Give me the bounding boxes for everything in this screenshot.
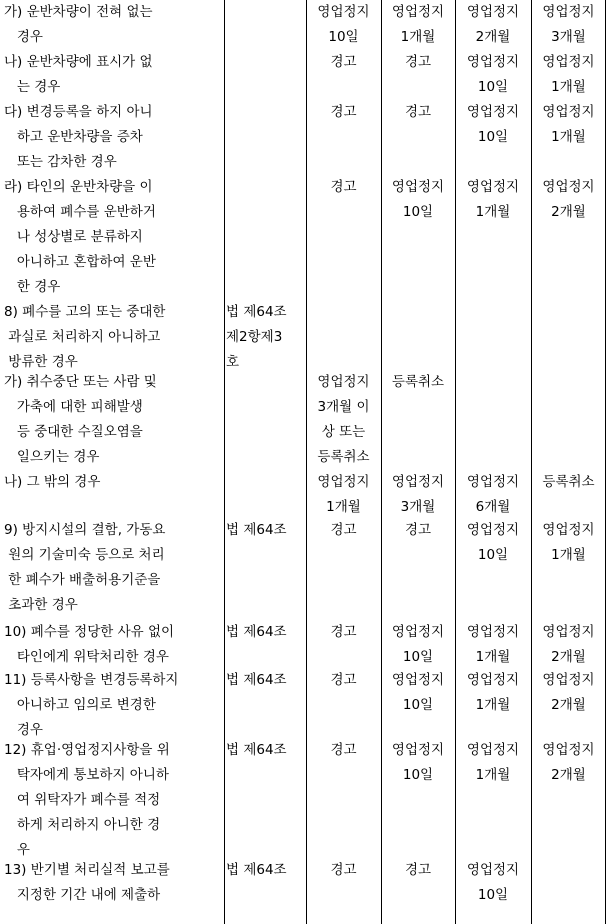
penalty-4: 2개월 [551,697,586,713]
penalty-3: 영업정지 [466,742,520,758]
item-text: 경우 [4,722,43,738]
penalty-3: 영업정지 [466,624,520,640]
penalty-2: 경고 [404,54,432,70]
item-text: 나) 그 밖의 경우 [4,474,101,490]
column-divider [224,0,225,924]
penalty-3: 1개월 [475,767,511,783]
penalty-2: 10일 [402,204,434,220]
penalty-3: 1개월 [475,649,511,665]
penalty-2: 영업정지 [391,672,445,688]
item-text: 아니하고 혼합하여 운반 [4,254,156,270]
penalty-1: 영업정지 [317,4,370,20]
item-text: 11) 등록사항을 변경등록하지 [4,672,179,688]
penalty-2: 경고 [404,104,432,120]
item-text: 경우 [4,29,43,45]
penalty-4: 영업정지 [542,624,595,640]
penalty-4: 영업정지 [542,672,595,688]
item-text: 일으키는 경우 [4,449,100,465]
penalty-4: 등록취소 [542,474,595,490]
penalty-2: 경고 [404,862,432,878]
item-text: 다) 변경등록을 하지 아니 [4,104,153,120]
item-text: 12) 휴업·영업정지사항을 위 [4,742,170,758]
item-text: 타인에게 위탁처리한 경우 [4,649,169,665]
item-text: 하고 운반차량을 증차 [4,129,143,145]
item-text: 10) 폐수를 정당한 사유 없이 [4,624,175,640]
penalty-3: 영업정지 [466,522,520,538]
legal-basis: 호 [226,354,240,370]
item-text: 가) 운반차량이 전혀 없는 [4,4,153,20]
legal-basis: 법 제64조 [226,624,287,640]
penalty-2: 3개월 [400,499,436,515]
column-divider [455,0,456,924]
penalty-1: 경고 [330,672,357,688]
item-text: 지정한 기간 내에 제출하 [4,887,161,903]
penalty-4: 1개월 [551,79,586,95]
item-text: 과실로 처리하지 아니하고 [4,329,161,345]
item-text: 원의 기술미숙 등으로 처리 [4,547,165,563]
penalty-4: 2개월 [551,767,586,783]
penalty-3: 2개월 [475,29,511,45]
penalty-3: 1개월 [475,697,511,713]
penalty-1: 경고 [330,742,357,758]
penalty-3: 영업정지 [466,474,520,490]
penalty-2: 영업정지 [391,179,445,195]
item-text: 방류한 경우 [4,354,78,370]
penalty-4: 3개월 [551,29,586,45]
item-text: 아니하고 임의로 변경한 [4,697,156,713]
item-text: 한 폐수가 배출허용기준을 [4,572,161,588]
item-text: 가) 취수중단 또는 사람 및 [4,374,157,390]
penalty-3: 영업정지 [466,862,520,878]
penalty-2: 10일 [402,697,434,713]
column-divider [381,0,382,924]
penalty-2: 영업정지 [391,742,445,758]
item-text: 가축에 대한 피해발생 [4,399,143,415]
penalty-3: 영업정지 [466,54,520,70]
penalty-3: 영업정지 [466,104,520,120]
item-text: 나 성상별로 분류하지 [4,229,143,245]
item-text: 또는 감차한 경우 [4,154,117,170]
item-text: 용하여 폐수를 운반하거 [4,204,156,220]
penalty-2: 경고 [404,522,432,538]
penalty-3: 영업정지 [466,179,520,195]
item-text: 여 위탁자가 폐수를 적정 [4,792,161,808]
penalty-1: 경고 [330,624,357,640]
penalty-4: 영업정지 [542,179,595,195]
item-text: 한 경우 [4,279,61,295]
penalty-1: 경고 [330,179,357,195]
item-text: 라) 타인의 운반차량을 이 [4,179,153,195]
column-divider [306,0,307,924]
item-text: 등 중대한 수질오염을 [4,424,143,440]
penalty-2: 영업정지 [391,474,445,490]
penalty-2: 10일 [402,649,434,665]
legal-basis: 법 제64조 [226,304,287,320]
penalty-1: 상 또는 [321,424,366,440]
penalty-1: 3개월 이 [317,399,370,415]
penalty-1: 영업정지 [317,374,370,390]
penalty-1: 1개월 [326,499,361,515]
penalty-3: 10일 [477,547,509,563]
penalty-2: 영업정지 [391,4,445,20]
penalty-1: 경고 [330,862,357,878]
item-text: 우 [4,842,30,858]
item-text: 는 경우 [4,79,61,95]
penalty-1: 10일 [328,29,359,45]
penalty-1: 영업정지 [317,474,370,490]
penalty-4: 영업정지 [542,104,595,120]
penalty-4: 영업정지 [542,742,595,758]
item-text: 8) 폐수를 고의 또는 중대한 [4,304,166,320]
penalty-3: 영업정지 [466,4,520,20]
penalty-4: 영업정지 [542,4,595,20]
penalty-4: 1개월 [551,547,586,563]
item-text: 13) 반기별 처리실적 보고를 [4,862,170,878]
legal-basis: 법 제64조 [226,862,287,878]
penalty-3: 1개월 [475,204,511,220]
penalty-4: 2개월 [551,649,586,665]
penalty-2: 등록취소 [391,374,445,390]
item-text: 초과한 경우 [4,597,78,613]
penalty-2: 영업정지 [391,624,445,640]
item-text: 하게 처리하지 아니한 경 [4,817,161,833]
penalty-3: 10일 [477,79,509,95]
penalty-4: 1개월 [551,129,586,145]
legal-basis: 법 제64조 [226,522,287,538]
penalty-2: 1개월 [400,29,436,45]
penalty-4: 영업정지 [542,54,595,70]
penalty-1: 경고 [330,104,357,120]
penalty-1: 경고 [330,522,357,538]
penalty-4: 2개월 [551,204,586,220]
penalty-2: 10일 [402,767,434,783]
penalty-3: 6개월 [475,499,511,515]
item-text: 나) 운반차량에 표시가 없 [4,54,153,70]
legal-basis: 법 제64조 [226,742,287,758]
legal-basis: 법 제64조 [226,672,287,688]
penalty-1: 경고 [330,54,357,70]
penalty-4: 영업정지 [542,522,595,538]
item-text: 9) 방지시설의 결함, 가동요 [4,522,166,538]
penalty-1: 등록취소 [317,449,370,465]
legal-basis: 제2항제3 [226,329,283,345]
column-divider [531,0,532,924]
item-text: 탁자에게 통보하지 아니하 [4,767,169,783]
penalty-3: 영업정지 [466,672,520,688]
penalty-3: 10일 [477,887,509,903]
penalty-3: 10일 [477,129,509,145]
